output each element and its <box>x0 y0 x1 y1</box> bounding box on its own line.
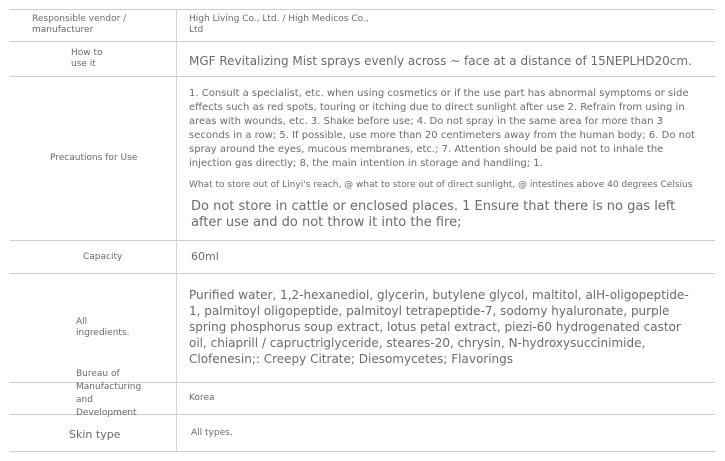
bureau-value: Korea <box>189 393 215 403</box>
skin-type-label: Skin type <box>69 428 121 441</box>
storage-text: What to store out of Linyi's reach, @ what to store out of direct sunlight, @ intestines above 40 degrees Celsius <box>189 180 693 190</box>
precautions-label: Precautions for Use <box>50 153 138 163</box>
row-divider <box>10 9 715 10</box>
capacity-value: 60ml <box>191 250 219 263</box>
row-divider <box>10 451 715 452</box>
how-to-value: MGF Revitalizing Mist sprays evenly across ~ face at a distance of 15NEPLHD20cm. <box>189 54 692 68</box>
how-to-label: How to use it <box>71 48 103 69</box>
ingredients-value: Purified water, 1,2-hexanediol, glycerin, butylene glycol, maltitol, alH-oligopeptide-1, palmitoyl oligopeptide, palmitoyl tetrapeptide-7, sodomy hyaluronate, purple spring phosphorus soup extract, lotus petal extract, piezi-60 hydrogenated castor oil, chiaprill / capructriglyceride, steares-20, chrysin, N-hydroxysuccinimide, Clofenesin;: Creepy Citrate; Diesomycetes; Flavorings <box>189 288 689 366</box>
capacity-label: Capacity <box>83 252 123 262</box>
vendor-value: High Living Co., Ltd. / High Medicos Co., Ltd <box>189 14 369 35</box>
row-divider <box>10 76 715 77</box>
row-divider <box>10 41 715 42</box>
column-divider <box>176 9 177 451</box>
precautions-text: 1. Consult a specialist, etc. when using cosmetics or if the use part has abnormal symptoms or side effects such as red spots, touring or itching due to direct sunlight after use 2. Refrain from using in areas with wounds, etc. 3. Shake before use; 4. Do not spray in the same area for more than 3 seconds in a row; 5. If possible, use more than 20 centimeters away from the human body; 6. Do not spray around the eyes, mucous membranes, etc.; 7. Attention should be paid not to inhale the injection gas directly; 8, the main intention in storage and handling; 1. <box>189 88 695 169</box>
row-divider <box>10 240 715 241</box>
disposal-text: Do not store in cattle or enclosed places. 1 Ensure that there is no gas left after use and do not throw it into the fire; <box>191 199 676 230</box>
vendor-label: Responsible vendor / manufacturer <box>32 14 127 35</box>
bureau-label: Bureau of Manufacturing and Development <box>76 369 142 418</box>
row-divider <box>10 273 715 274</box>
skin-type-value: All types. <box>191 428 233 438</box>
ingredients-label: All ingredients. <box>76 317 130 338</box>
